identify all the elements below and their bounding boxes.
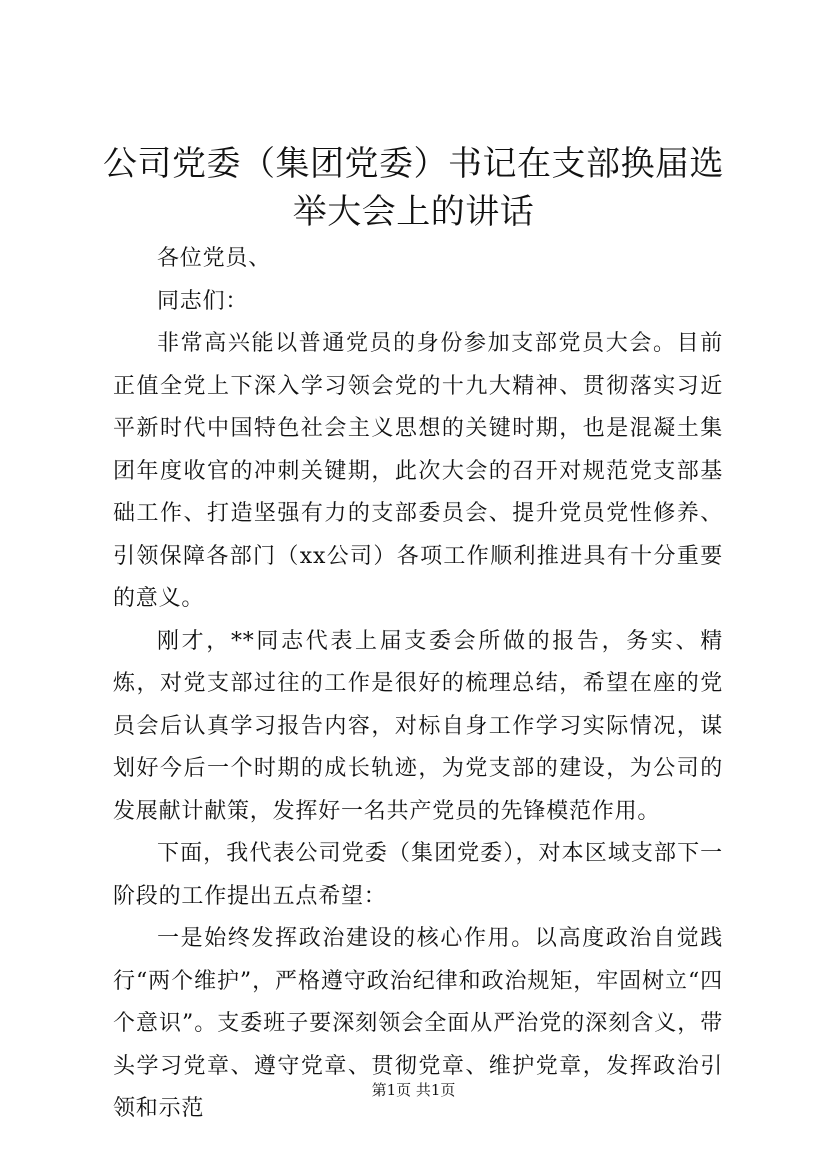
body-paragraph: 非常高兴能以普通党员的身份参加支部党员大会。目前正值全党上下深入学习领会党的十九大精神、贯彻落实习近平新时代中国特色社会主义思想的关键时期，也是混凝土集团年度收官的冲刺关键期，此次大会的召开对规范党支部基础工作、打造坚强有力的支部委员会、提升党员党性修养、引领保障各部门（xx公司）各项工作顺利推进具有十分重要的意义。 — [113, 331, 723, 611]
salutation-line: 各位党员、 — [157, 246, 272, 271]
document-body — [113, 238, 723, 1131]
document-title: 公司党委（集团党委）书记在支部换届选举大会上的讲话 — [103, 144, 724, 232]
body-paragraph: 一是始终发挥政治建设的核心作用。以高度政治自觉践行“两个维护”，严格遵守政治纪律和政治规矩，牢固树立“四个意识”。支委班子要深刻领会全面从严治党的深刻含义，带头学习党章、遵守党章、贯彻党章、维护党章，发挥政治引领和示范 — [113, 926, 723, 1121]
page-footer: 第1页 共1页 — [371, 1081, 456, 1099]
salutation-line: 同志们： — [157, 288, 249, 314]
body-paragraph: 刚才，**同志代表上届支委会所做的报告，务实、精炼，对党支部过往的工作是很好的梳理总结，希望在座的党员会后认真学习报告内容，对标自身工作学习实际情况，谋划好今后一个时期的成长轨迹，为党支部的建设，为公司的发展献计献策，发挥好一名共产党员的先锋模范作用。 — [113, 628, 723, 824]
body-paragraph: 下面，我代表公司党委（集团党委），对本区域支部下一阶段的工作提出五点希望： — [113, 841, 723, 909]
